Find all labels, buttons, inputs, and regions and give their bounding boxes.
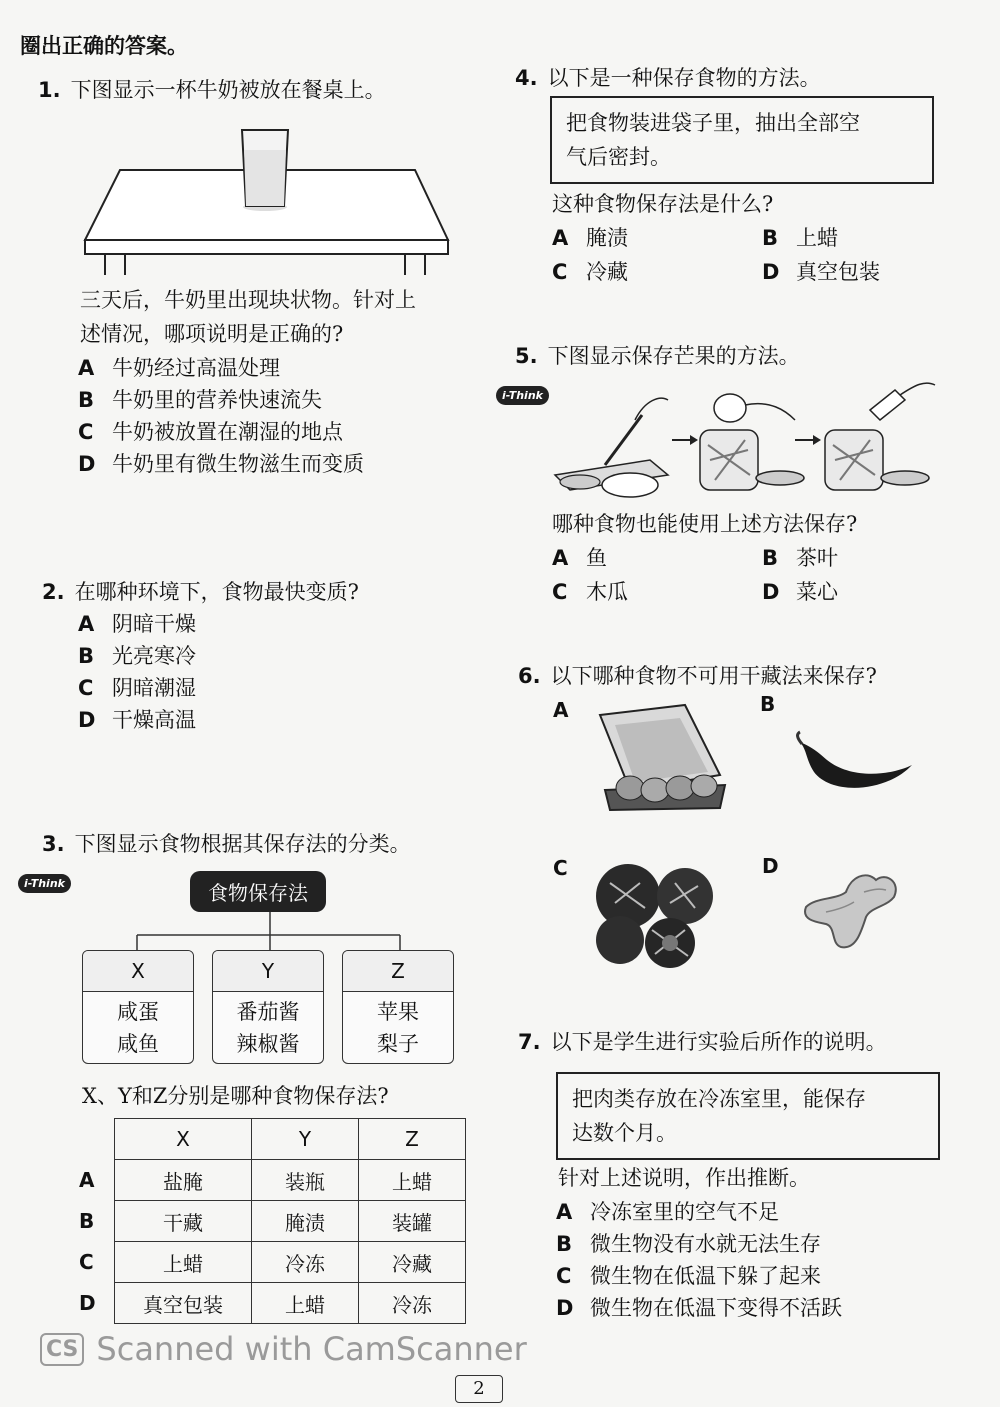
q7-question: 针对上述说明，作出推断。 — [558, 1166, 810, 1190]
category-x: X 咸蛋 咸鱼 — [82, 950, 194, 1064]
q7-statement-box: 把肉类存放在冷冻室里，能保存 达数个月。 — [556, 1072, 940, 1160]
q4-stem: 4. 以下是一种保存食物的方法。 — [515, 66, 821, 90]
milk-on-table-illustration — [80, 120, 460, 280]
q3-number: 3. — [42, 832, 65, 856]
page-number: 2 — [455, 1375, 503, 1403]
q3-answer-table: X Y Z A 盐腌 装瓶 上蜡 B 干藏 腌渍 装罐 C 上蜡 冷冻 冷藏 D 真空包装 上蜡 冷冻 — [78, 1118, 466, 1324]
q4-option-c[interactable]: C 冷藏 — [552, 260, 628, 284]
q4-method-box: 把食物装进袋子里，抽出全部空 气后密封。 — [550, 96, 934, 184]
q6-number: 6. — [518, 664, 541, 688]
q6-option-c-label[interactable]: C — [553, 856, 568, 880]
category-z: Z 苹果 梨子 — [342, 950, 454, 1064]
q3-option-b[interactable]: B 干藏 腌渍 装罐 — [78, 1201, 466, 1242]
q2-options — [78, 608, 196, 736]
q7-option-d[interactable]: D 微生物在低温下变得不活跃 — [556, 1296, 842, 1320]
q4-option-d[interactable]: D 真空包装 — [762, 260, 880, 284]
q4-options — [552, 222, 962, 288]
q6-option-b-label[interactable]: B — [760, 692, 776, 716]
egg-carton-image — [590, 700, 730, 812]
q3-option-a[interactable]: A 盐腌 装瓶 上蜡 — [78, 1160, 466, 1201]
camscanner-text: Scanned with CamScanner — [96, 1330, 527, 1368]
q5-number: 5. — [515, 344, 538, 368]
q2-stem: 2. 在哪种环境下，食物最快变质? — [42, 580, 359, 604]
q3-stem: 3. 下图显示食物根据其保存法的分类。 — [42, 832, 411, 856]
q7-options — [556, 1196, 842, 1324]
q2-option-a[interactable]: A 阴暗干燥 — [78, 612, 196, 636]
q4-option-a[interactable]: A 腌渍 — [552, 226, 628, 250]
q5-option-a[interactable]: A 鱼 — [552, 546, 607, 570]
q3-option-c[interactable]: C 上蜡 冷冻 冷藏 — [78, 1242, 466, 1283]
dried-mushrooms-image — [590, 858, 720, 968]
q4-number: 4. — [515, 66, 538, 90]
q1-text-line2: 述情况，哪项说明是正确的? — [80, 322, 344, 346]
q6-option-a-label[interactable]: A — [553, 698, 569, 722]
category-y: Y 番茄酱 辣椒酱 — [212, 950, 324, 1064]
chili-pepper-image — [792, 730, 922, 800]
i-think-badge: i-Think — [18, 874, 71, 893]
mango-pickling-illustration — [550, 380, 940, 500]
camscanner-logo-icon: CS — [40, 1333, 84, 1366]
q5-option-b[interactable]: B 茶叶 — [762, 546, 838, 570]
instruction-heading: 圈出正确的答案。 — [20, 34, 188, 58]
q2-option-b[interactable]: B 光亮寒冷 — [78, 644, 196, 668]
q1-number: 1. — [38, 78, 61, 102]
q5-question: 哪种食物也能使用上述方法保存? — [552, 512, 858, 536]
q5-option-c[interactable]: C 木瓜 — [552, 580, 628, 604]
q1-option-d[interactable]: D 牛奶里有微生物滋生而变质 — [78, 452, 364, 476]
q1-text-line1: 三天后，牛奶里出现块状物。针对上 — [80, 288, 416, 312]
q1-options — [78, 352, 364, 480]
q2-option-c[interactable]: C 阴暗潮湿 — [78, 676, 196, 700]
q5-options — [552, 542, 962, 608]
q3-question: X、Y和Z分别是哪种食物保存法? — [82, 1084, 389, 1108]
classification-root: 食物保存法 — [190, 871, 326, 912]
q6-option-d-label[interactable]: D — [762, 854, 779, 878]
q1-option-c[interactable]: C 牛奶被放置在潮湿的地点 — [78, 420, 343, 444]
q2-number: 2. — [42, 580, 65, 604]
q1-option-a[interactable]: A 牛奶经过高温处理 — [78, 356, 280, 380]
q7-option-a[interactable]: A 冷冻室里的空气不足 — [556, 1200, 779, 1224]
q4-question: 这种食物保存法是什么? — [552, 192, 774, 216]
q1-stem-text: 下图显示一杯牛奶被放在餐桌上。 — [70, 78, 386, 102]
q5-stem: 5. 下图显示保存芒果的方法。 — [515, 344, 800, 368]
ginger-root-image — [796, 862, 906, 954]
q7-option-c[interactable]: C 微生物在低温下躲了起来 — [556, 1264, 821, 1288]
q1-stem — [38, 74, 386, 106]
q5-option-d[interactable]: D 菜心 — [762, 580, 838, 604]
q3-option-d[interactable]: D 真空包装 上蜡 冷冻 — [78, 1283, 466, 1324]
q2-option-d[interactable]: D 干燥高温 — [78, 708, 196, 732]
q6-stem: 6. 以下哪种食物不可用干藏法来保存? — [518, 664, 877, 688]
q4-option-b[interactable]: B 上蜡 — [762, 226, 838, 250]
q7-number: 7. — [518, 1030, 541, 1054]
q7-option-b[interactable]: B 微生物没有水就无法生存 — [556, 1232, 821, 1256]
q1-option-b[interactable]: B 牛奶里的营养快速流失 — [78, 388, 322, 412]
camscanner-watermark — [40, 1330, 527, 1368]
q7-stem: 7. 以下是学生进行实验后所作的说明。 — [518, 1030, 887, 1054]
i-think-badge-q5: i-Think — [496, 386, 549, 405]
